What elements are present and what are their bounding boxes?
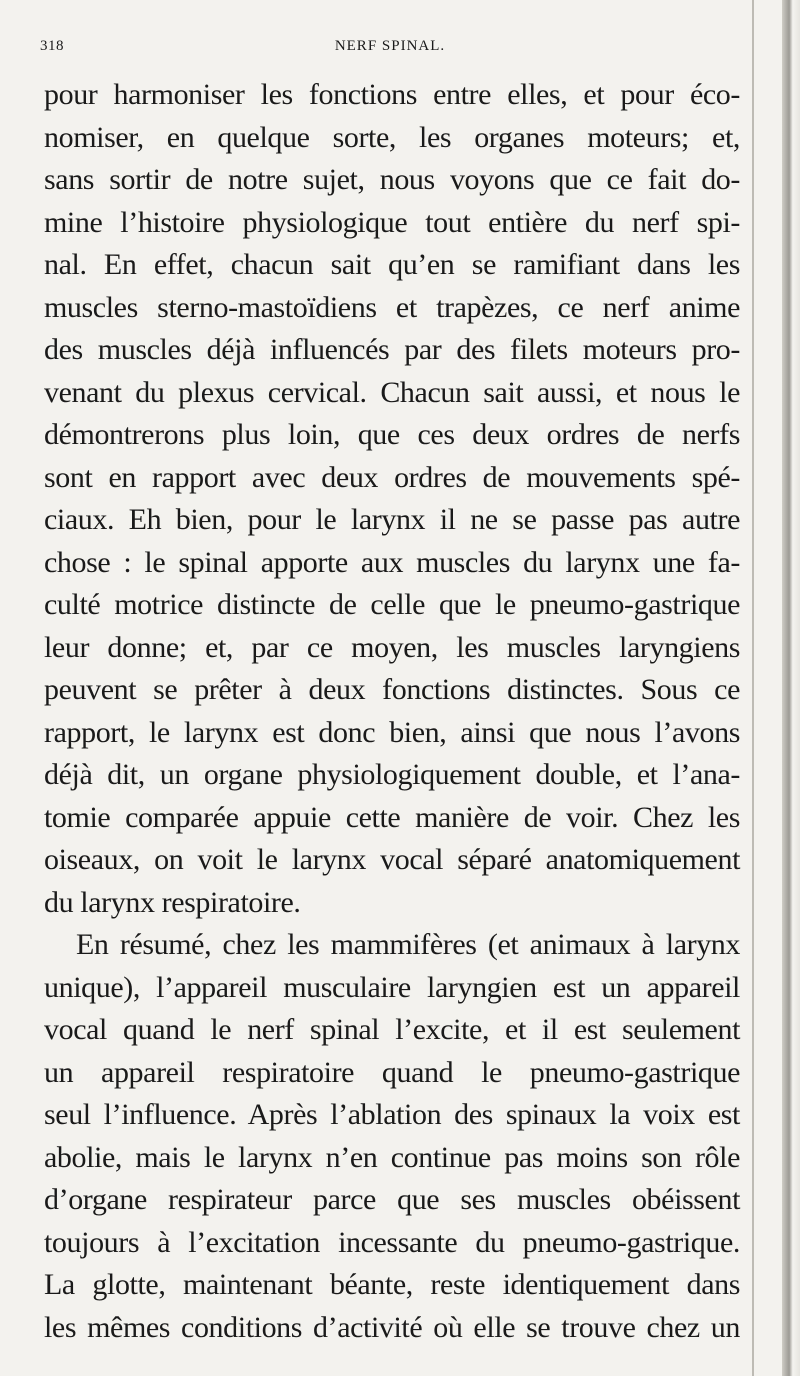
page-header: [40, 38, 740, 62]
text-line: tomie comparée appuie cette manière de voir. Chez les: [44, 800, 740, 834]
text-line: nomiser, en quelque sorte, les organes moteurs; et,: [44, 120, 740, 154]
text-line: du larynx respiratoire.: [44, 885, 301, 919]
text-line: seul l’influence. Après l’ablation des spinaux la voix est: [44, 1098, 740, 1131]
text-line: sont en rapport avec deux ordres de mouvements spé-: [44, 460, 740, 494]
page-edge-shadow: [782, 0, 800, 1376]
text-line: oiseaux, on voit le larynx vocal séparé anatomiquement: [44, 843, 740, 876]
page-fold-line: [752, 0, 754, 1376]
text-line: chose : le spinal apporte aux muscles du larynx une fa-: [44, 545, 740, 579]
running-head: NERF SPINAL.: [334, 38, 446, 54]
text-line: ciaux. Eh bien, pour le larynx il ne se passe pas autre: [44, 503, 740, 536]
text-line: muscles sterno-mastoïdiens et trapèzes, ce nerf anime: [44, 290, 740, 324]
text-line: les mêmes conditions d’activité où elle se trouve chez un: [44, 1310, 740, 1344]
text-line: sans sortir de notre sujet, nous voyons que ce fait do-: [44, 163, 740, 196]
text-line: démontrerons plus loin, que ces deux ordres de nerfs: [44, 418, 740, 451]
text-line: des muscles déjà influencés par des filets moteurs pro-: [44, 333, 740, 366]
text-line: mine l’histoire physiologique tout entière du nerf spi-: [44, 205, 740, 239]
text-line: déjà dit, un organe physiologiquement double, et l’ana-: [44, 758, 740, 791]
text-line: abolie, mais le larynx n’en continue pas moins son rôle: [44, 1140, 740, 1174]
text-line: pour harmoniser les fonctions entre elles, et pour éco-: [44, 78, 740, 111]
text-line: En résumé, chez les mammifères (et animaux à larynx: [76, 928, 740, 961]
text-line: un appareil respiratoire quand le pneumo-gastrique: [44, 1055, 740, 1089]
text-line: leur donne; et, par ce moyen, les muscles laryngiens: [44, 630, 740, 664]
body-text: [44, 74, 740, 1349]
text-line: peuvent se prêter à deux fonctions distinctes. Sous ce: [44, 673, 740, 706]
text-line: d’organe respirateur parce que ses muscles obéissent: [44, 1183, 740, 1216]
page-number: 318: [40, 38, 64, 54]
text-line: La glotte, maintenant béante, reste identiquement dans: [44, 1268, 740, 1301]
text-line: nal. En effet, chacun sait qu’en se ramifiant dans les: [44, 248, 740, 281]
text-line: venant du plexus cervical. Chacun sait aussi, et nous le: [44, 375, 740, 409]
text-line: vocal quand le nerf spinal l’excite, et il est seulement: [44, 1013, 740, 1046]
text-line: culté motrice distincte de celle que le pneumo-gastrique: [44, 588, 740, 621]
text-line: toujours à l’excitation incessante du pneumo-gastrique.: [44, 1225, 740, 1259]
text-line: unique), l’appareil musculaire laryngien est un appareil: [44, 970, 740, 1004]
text-line: rapport, le larynx est donc bien, ainsi que nous l’avons: [44, 715, 740, 749]
